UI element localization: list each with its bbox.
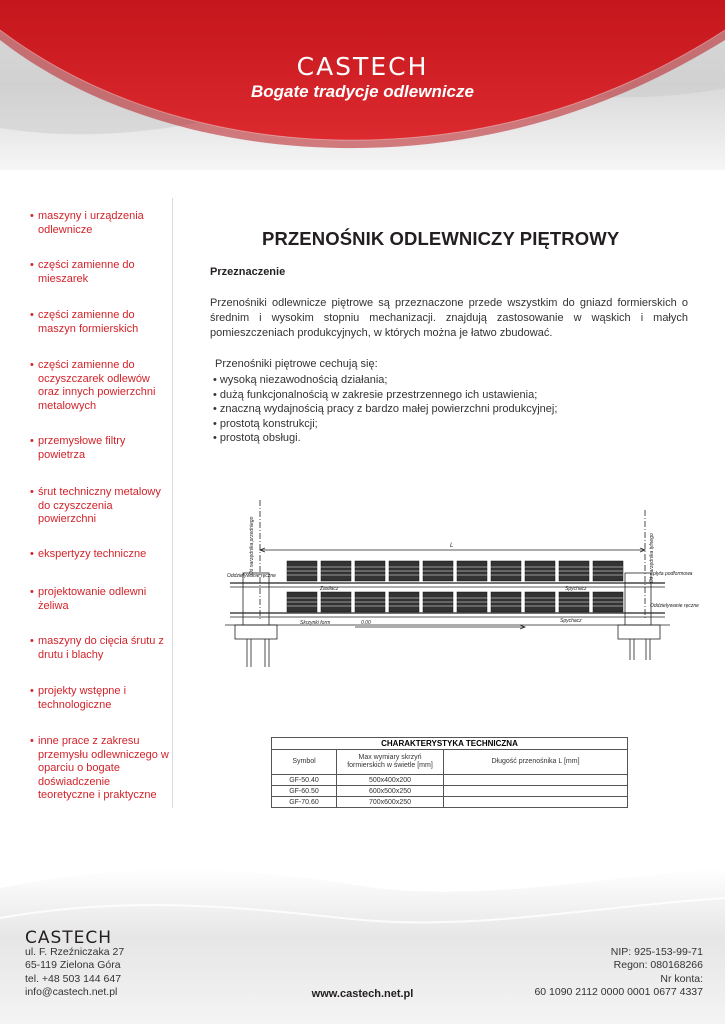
feature-item: • znaczną wydajnością pracy z bardzo małej powierzchni produkcyjnej;: [213, 403, 558, 415]
table-row: [272, 797, 628, 808]
table-header: Długość przenośnika L [mm]: [444, 750, 628, 775]
table-row: [272, 786, 628, 797]
table-cell: 500x400x200: [337, 775, 444, 786]
email-link[interactable]: info@castech.net.pl: [25, 985, 118, 998]
sidebar-divider: [172, 198, 173, 808]
table-cell: [444, 775, 628, 786]
feeder-label: Zasilacz: [320, 586, 339, 592]
pusher-label: Spychacz: [560, 618, 582, 624]
phone-line[interactable]: tel. +48 503 144 647: [25, 972, 122, 985]
sidebar-item[interactable]: • śrut techniczny metalowy do czyszczenia powierzchni: [30, 486, 161, 525]
table-cell: 600x500x250: [337, 786, 444, 797]
rear-axis-label: Oś narzędnika tylnego: [649, 533, 655, 583]
feature-item: • prostotą obsługi.: [213, 432, 301, 444]
address-line: 65-119 Zielona Góra: [25, 959, 121, 972]
sidebar-item[interactable]: • projektowanie odlewni żeliwa: [30, 586, 147, 612]
conveyor-drawing-svg: [225, 495, 699, 670]
page-title: PRZENOŚNIK ODLEWNICZY PIĘTROWY: [262, 228, 620, 249]
table-row: [272, 775, 628, 786]
tech-spec-table: [271, 737, 628, 808]
feature-item: • dużą funkcjonalnością w zakresie przestrzennego ich ustawienia;: [213, 388, 538, 401]
feature-item: • prostotą konstrukcji;: [213, 417, 318, 430]
feature-item: • wysoką niezawodnością działania;: [213, 374, 388, 386]
footer-logo[interactable]: CASTECH: [25, 928, 113, 948]
table-cell: GF-60.50: [272, 786, 337, 797]
account-label: Nr konta:: [660, 972, 703, 985]
description-paragraph: Przenośniki odlewnicze piętrowe są przeznaczone przede wszystkim do gniazd formierskich o średnim i wysokim stopniu mechanizacji. znajdują zastosowanie w wąskich i małych pomieszczeniach produkcyjnych, w których można je łatwo zbudować.: [210, 297, 688, 339]
table-cell: 700x600x250: [337, 797, 444, 808]
sidebar-item[interactable]: • projekty wstępne i technologiczne: [30, 685, 127, 711]
table-cell: [444, 797, 628, 808]
table-cell: [444, 786, 628, 797]
pusher-top-label: Spychacz: [565, 586, 587, 592]
table-cell: GF-50.40: [272, 775, 337, 786]
nip-line: NIP: 925-153-99-71: [610, 946, 703, 958]
manual-left-label: Oddzielywanie ręczne: [227, 573, 276, 579]
technical-drawing: [225, 495, 699, 670]
table-cell: GF-70.60: [272, 797, 337, 808]
sidebar-item[interactable]: • inne prace z zakresu przemysłu odlewniczego w oparciu o bogate doświadczenie teoretyczne i praktyczne: [30, 735, 169, 801]
sidebar-item[interactable]: • ekspertyzy techniczne: [30, 548, 147, 560]
footer-company-info: [534, 946, 703, 999]
address-line: ul. F. Rzeźniczaka 27: [25, 946, 125, 958]
sidebar-item[interactable]: • przemysłowe filtry powietrza: [30, 435, 126, 461]
features-list: [213, 373, 557, 446]
sidebar-item[interactable]: • maszyny do cięcia śrutu z drutu i blachy: [30, 635, 164, 661]
sidebar-item[interactable]: • części zamienne do maszyn formierskich: [30, 309, 139, 335]
table-header: Max wymiary skrzyń formierskich w świetle [mm]: [337, 750, 444, 775]
website-link[interactable]: www.castech.net.pl: [311, 988, 414, 1000]
account-number: 60 1090 2112 0000 0001 0677 4337: [534, 985, 703, 998]
manual-right-label: Oddzielywanie ręczne: [650, 603, 699, 609]
section-heading: Przeznaczenie: [210, 266, 286, 278]
front-axis-label: Oś narzędnika przedniego: [249, 516, 255, 575]
length-label: L: [450, 543, 454, 549]
sidebar-item[interactable]: • części zamienne do mieszarek: [30, 259, 135, 285]
level-label: 0.00: [361, 620, 371, 626]
regon-line: Regon: 080168266: [613, 959, 703, 972]
plate-label: płyta podformowa: [653, 571, 693, 577]
header-banner: [0, 0, 725, 170]
forms-label: Skrzynki form: [300, 620, 331, 626]
sidebar-item[interactable]: • części zamienne do oczyszczarek odlewów oraz innych powierzchni metalowych: [30, 359, 156, 412]
brand-logo[interactable]: CASTECH: [296, 52, 429, 81]
features-intro: Przenośniki piętrowe cechują się:: [215, 358, 378, 370]
table-header: Symbol: [272, 750, 337, 775]
sidebar-item[interactable]: • maszyny i urządzenia odlewnicze: [30, 210, 144, 236]
table-caption: CHARAKTERYSTYKA TECHNICZNA: [272, 738, 628, 750]
brand-tagline: Bogate tradycje odlewnicze: [251, 82, 474, 101]
